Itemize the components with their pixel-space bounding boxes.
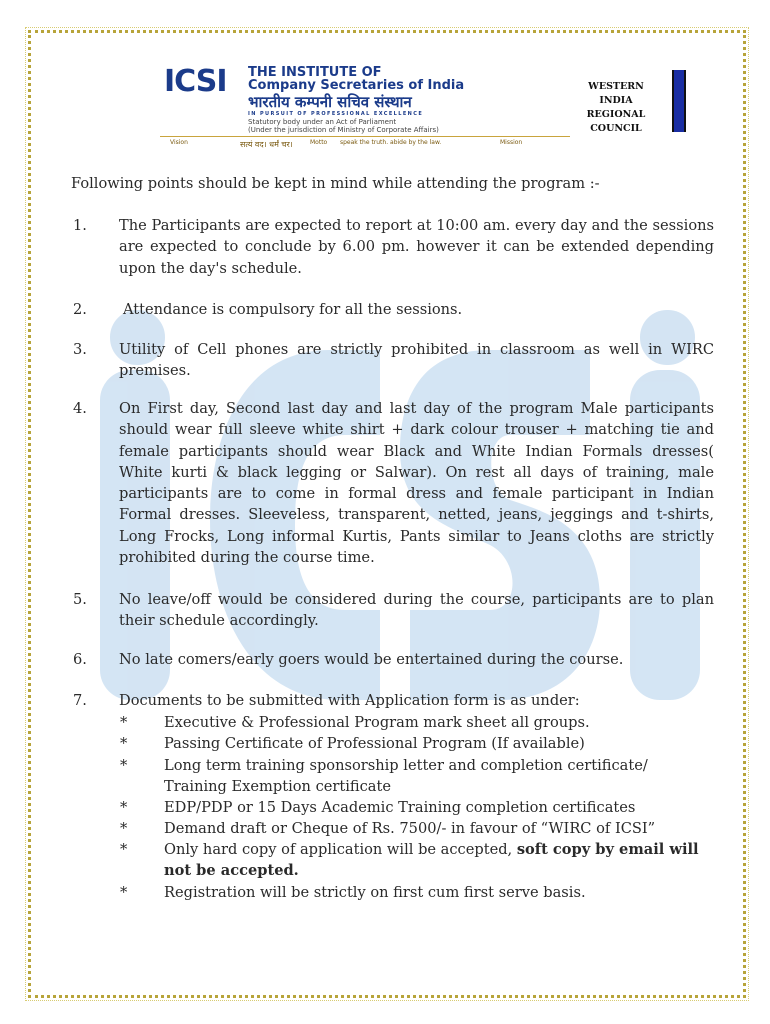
jurisdiction-note: (Under the jurisdiction of Ministry of Corporate Affairs)	[248, 126, 439, 134]
item-text: On First day, Second last day and last day of the program Male participants should wear full sleeve white shirt + dark colour trouser + matching tie and female participants should wear Black and White Indian Formals dresses( White kurti & black legging or Salwar). On rest all days of training, male participants are to come in formal dress and female participant in Indian Formal dresses. Sleeveless, transparent, netted, jeans, jeggings and t-shirts, Long Frocks, Long informal Kurtis, Pants similar to Jeans cloths are strictly prohibited during the course time.	[119, 400, 714, 567]
strip-mission: Mission	[500, 139, 523, 146]
item-number: 3.	[73, 341, 87, 358]
item-text: No late comers/early goers would be entertained during the course.	[119, 651, 624, 668]
intro-text: Following points should be kept in mind while attending the program :-	[71, 175, 600, 192]
bullet-star: *	[120, 884, 128, 901]
strip-motto-en: speak the truth. abide by the law.	[340, 139, 442, 146]
item-number: 2.	[73, 301, 87, 318]
council-name: WESTERN INDIA REGIONAL COUNCIL	[586, 81, 646, 134]
bullet-star: *	[120, 841, 128, 858]
bullet-star: *	[120, 820, 128, 837]
item-number: 5.	[73, 591, 87, 608]
bullet-star: *	[120, 799, 128, 816]
doc-item: EDP/PDP or 15 Days Academic Training completion certificates	[164, 799, 636, 816]
institute-tagline: IN PURSUIT OF PROFESSIONAL EXCELLENCE	[248, 111, 424, 117]
item-text: Documents to be submitted with Application form is as under:	[119, 692, 580, 709]
item-number: 4.	[73, 400, 87, 417]
icsi-logo: ICSI	[164, 64, 227, 99]
institute-name-line2: Company Secretaries of India	[248, 78, 465, 93]
item-text: Utility of Cell phones are strictly prohibited in classroom as well in WIRC premises.	[119, 341, 714, 380]
institute-name-line1: THE INSTITUTE OF	[248, 65, 382, 80]
doc-item: Registration will be strictly on first cum first serve basis.	[164, 884, 586, 901]
item-text: Attendance is compulsory for all the sessions.	[123, 301, 463, 318]
bullet-star: *	[120, 735, 128, 752]
bullet-star: *	[120, 757, 128, 774]
item-number: 7.	[73, 692, 87, 709]
institute-name-hindi: भारतीय कम्पनी सचिव संस्थान	[248, 93, 412, 111]
strip-vision: Vision	[170, 139, 188, 146]
strip-motto-label: Motto	[310, 139, 328, 146]
council-bar	[672, 70, 686, 132]
item-number: 1.	[73, 217, 87, 234]
item-text: No leave/off would be considered during the course, participants are to plan their schedule accordingly.	[119, 591, 714, 630]
bullet-star: *	[120, 714, 128, 731]
doc-item-hardcopy: Only hard copy of application will be accepted, soft copy by email will not be accepted.	[164, 841, 699, 880]
doc-item: Executive & Professional Program mark sheet all groups.	[164, 714, 590, 731]
doc-item: Long term training sponsorship letter and completion certificate/ Training Exemption certificate	[164, 757, 648, 796]
institute-letterhead	[160, 60, 570, 152]
strip-motto-hindi: सत्यं वद। धर्मं चर।	[240, 140, 293, 149]
statutory-note: Statutory body under an Act of Parliament	[248, 118, 397, 126]
soft-copy-warning: soft copy by email will not be accepted.	[164, 841, 699, 880]
item-text: The Participants are expected to report at 10:00 am. every day and the sessions are expected to conclude by 6.00 pm. however it can be extended depending upon the day's schedule.	[119, 217, 714, 277]
doc-item: Demand draft or Cheque of Rs. 7500/- in favour of “WIRC of ICSI”	[164, 820, 656, 837]
letterhead-strip	[160, 136, 570, 151]
item-number: 6.	[73, 651, 87, 668]
doc-item: Passing Certificate of Professional Program (If available)	[164, 735, 585, 752]
